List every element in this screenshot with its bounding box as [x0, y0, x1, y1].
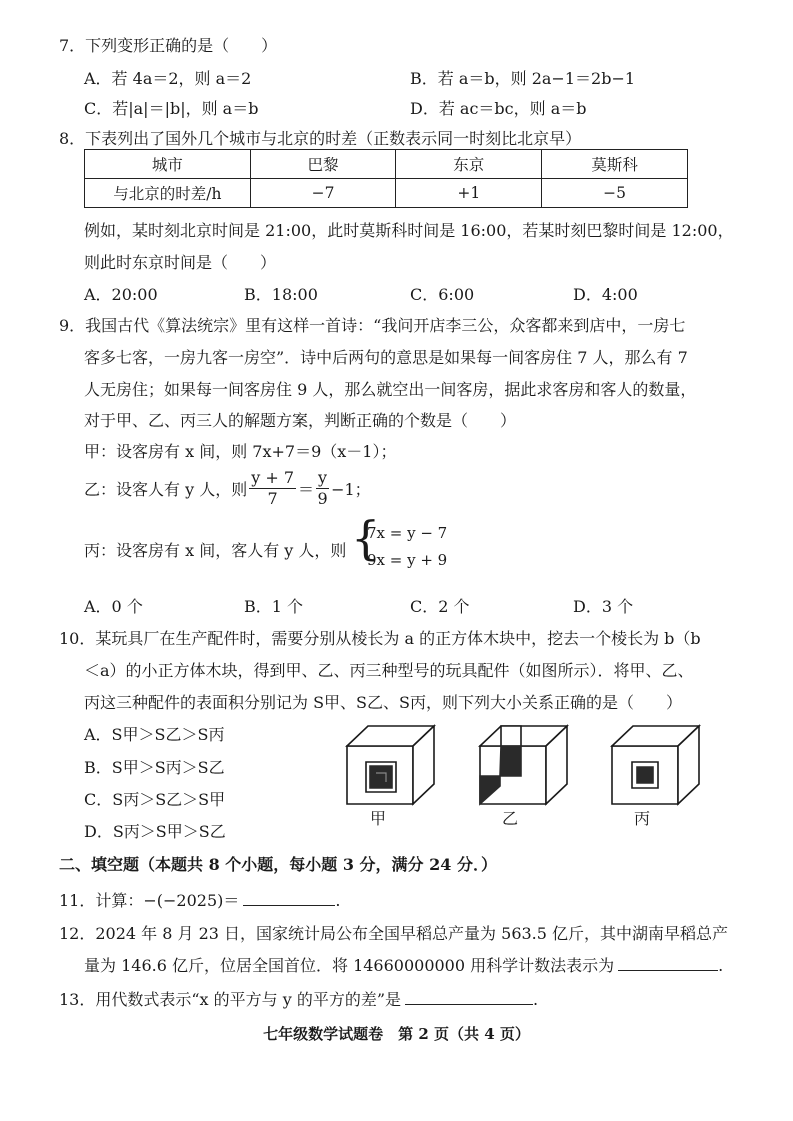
cube-bing	[612, 726, 699, 804]
q10-line2: ＜a）的小正方体木块，得到甲、乙、丙三种型号的玩具配件（如图所示）．将甲、乙、	[84, 661, 694, 680]
q9-equation-1: 7x = y − 7	[367, 524, 448, 542]
answer-blank[interactable]	[405, 988, 533, 1005]
q11-end: .	[335, 891, 341, 910]
table-header-cell: 城市	[85, 150, 251, 179]
q9-option-c: C．2 个	[410, 597, 470, 616]
figure-label-bing: 丙	[634, 809, 651, 828]
timezone-table	[84, 149, 688, 208]
q12-line2-text: 量为 146.6 亿斤，位居全国首位．将 14660000000 用科学计数法表示为	[84, 956, 615, 975]
fraction-numerator: y + 7	[251, 468, 295, 487]
q8-option-b: B．18:00	[244, 285, 318, 304]
table-cell: 与北京的时差/h	[85, 179, 251, 208]
q9-option-d: D．3 个	[573, 597, 634, 616]
q8-example-line1: 例如，某时刻北京时间是 21:00，此时莫斯科时间是 16:00，若某时刻巴黎时间是 12:00，	[84, 221, 734, 240]
fraction	[316, 468, 329, 509]
cube-figures	[340, 718, 710, 828]
q8-stem: 8．下表列出了国外几个城市与北京的时差（正数表示同一时刻比北京早）	[59, 129, 582, 148]
q8-option-a: A．20:00	[84, 285, 158, 304]
q8-example-line2: 则此时东京时间是（ ）	[84, 253, 277, 272]
table-header-cell: 东京	[396, 150, 542, 179]
q9-plan-yi-prefix: 乙：设客人有 y 人，则	[84, 480, 248, 499]
q9-plan-jia: 甲：设客房有 x 间，则 7x+7＝9（x－1）；	[84, 442, 397, 461]
q13	[59, 987, 538, 1010]
q10-line1: 10．某玩具厂在生产配件时，需要分别从棱长为 a 的正方体木块中，挖去一个棱长为 b（b	[59, 629, 701, 648]
q12-line1: 12．2024 年 8 月 23 日，国家统计局公布全国早稻总产量为 563.5 亿斤，其中湖南早稻总产	[59, 924, 729, 943]
q9-line1: 9．我国古代《算法统宗》里有这样一首诗：“我问开店李三公，众客都来到店中，一房七	[59, 316, 686, 335]
q12-line2	[84, 953, 723, 976]
q8-option-d: D．4:00	[573, 285, 638, 304]
table-header-row	[85, 150, 688, 179]
table-cell: +1	[396, 179, 542, 208]
answer-blank[interactable]	[618, 954, 718, 971]
figure-label-yi: 乙	[502, 809, 519, 828]
q7-option-c: C．若|a|＝|b|，则 a＝b	[84, 99, 259, 118]
q9-line4: 对于甲、乙、丙三人的解题方案，判断正确的个数是（ ）	[84, 411, 517, 430]
fraction-denominator: 9	[317, 489, 328, 508]
q10-option-a: A．S甲＞S乙＞S丙	[84, 725, 225, 744]
q9-plan-yi-suffix: −1；	[331, 480, 371, 499]
q9-line3: 人无房住；如果每一间客房住 9 人，那么就空出一间客房，据此求客房和客人的数量，	[84, 380, 697, 399]
q9-equation-2: 9x = y + 9	[367, 551, 448, 569]
q11	[59, 888, 340, 911]
table-cell: −7	[250, 179, 396, 208]
q10-option-d: D．S丙＞S甲＞S乙	[84, 822, 226, 841]
q9-line2: 客多七客，一房九客一房空”．诗中后两句的意思是如果每一间客房住 7 人，那么有 7	[84, 348, 688, 367]
q7-option-d: D．若 ac＝bc，则 a＝b	[410, 99, 587, 118]
fraction-denominator: 7	[267, 489, 278, 508]
table-header-cell: 巴黎	[250, 150, 396, 179]
q12-end: .	[718, 956, 724, 975]
q9-plan-bing-prefix: 丙：设客房有 x 间，客人有 y 人，则	[84, 541, 347, 560]
fraction	[249, 468, 296, 509]
q7-option-b: B．若 a＝b，则 2a−1＝2b−1	[410, 69, 636, 88]
section-2-heading: 二、填空题（本题共 8 个小题，每小题 3 分，满分 24 分．）	[59, 855, 497, 874]
table-header-cell: 莫斯科	[542, 150, 688, 179]
q10-line3: 丙这三种配件的表面积分别记为 S甲、S乙、S丙，则下列大小关系正确的是（ ）	[84, 693, 682, 712]
q9-plan-yi	[84, 468, 371, 509]
q11-text: 11．计算：−(−2025)＝	[59, 891, 240, 910]
q8-option-c: C．6:00	[410, 285, 475, 304]
fraction-numerator: y	[318, 468, 328, 487]
cube-jia	[347, 726, 434, 804]
q7-stem: 7．下列变形正确的是（ ）	[59, 36, 278, 55]
table-row	[85, 179, 688, 208]
q13-end: .	[533, 990, 539, 1009]
equals-sign: ＝	[298, 480, 315, 499]
left-brace: {	[351, 511, 381, 565]
q9-option-a: A．0 个	[84, 597, 143, 616]
page-footer: 七年级数学试题卷 第 2 页（共 4 页）	[263, 1025, 530, 1043]
table-cell: −5	[542, 179, 688, 208]
q10-option-c: C．S丙＞S乙＞S甲	[84, 790, 226, 809]
figure-label-jia: 甲	[370, 809, 387, 828]
q10-option-b: B．S甲＞S丙＞S乙	[84, 758, 225, 777]
answer-blank[interactable]	[243, 889, 335, 906]
q9-option-b: B．1 个	[244, 597, 304, 616]
cube-yi	[480, 726, 567, 804]
q13-text: 13．用代数式表示“x 的平方与 y 的平方的差”是	[59, 990, 402, 1009]
q7-option-a: A．若 4a＝2，则 a＝2	[84, 69, 252, 88]
